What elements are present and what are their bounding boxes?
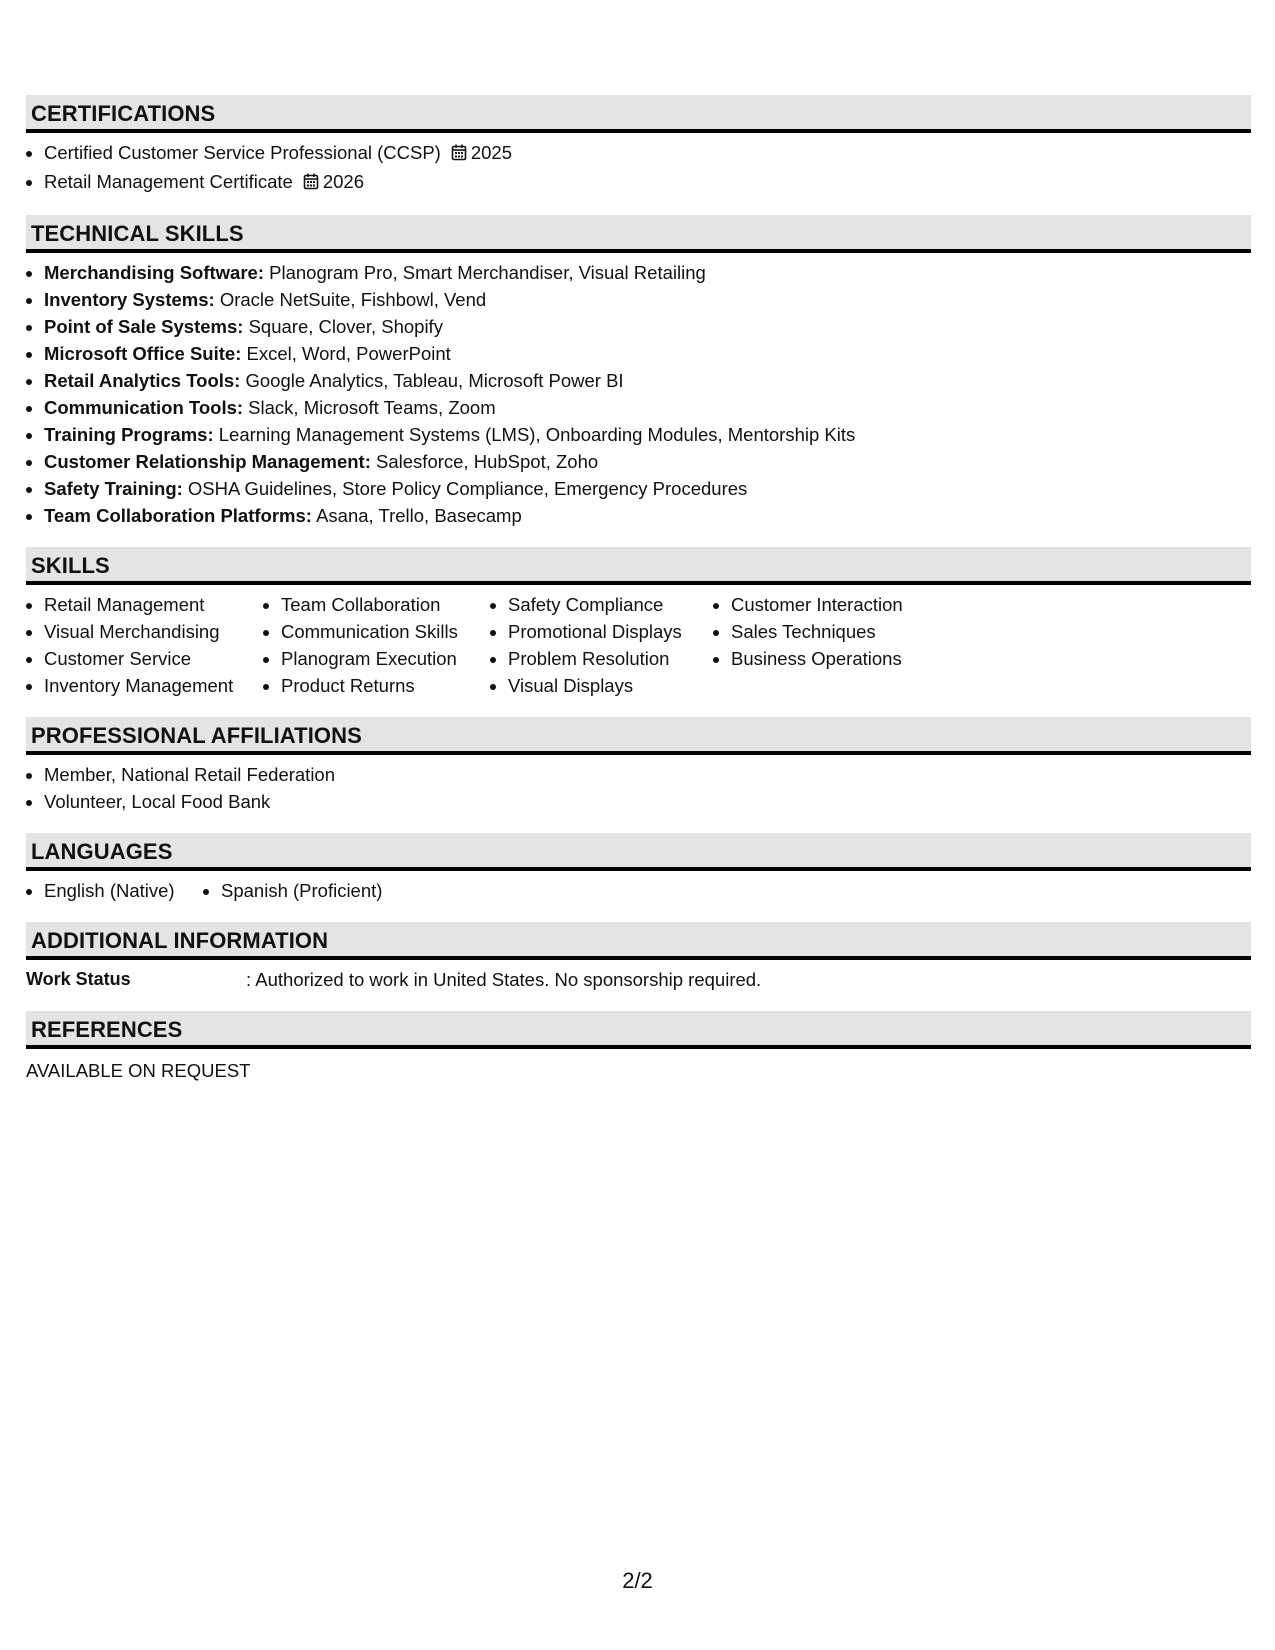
calendar-icon [303,170,319,197]
technical-skills-list [26,259,1251,529]
list-item: • Sales Techniques [731,618,951,645]
skill-category: Training Programs: [44,424,214,445]
languages-list [26,877,1251,904]
list-item [44,502,1251,529]
skill-category: Point of Sale Systems: [44,316,244,337]
skills-column [490,591,713,699]
languages-section [26,833,1251,904]
page-number: 2/2 [622,1568,653,1593]
language-column [26,877,203,904]
skill-tools: Planogram Pro, Smart Merchandiser, Visual Retailing [263,262,706,283]
skill-tools: Google Analytics, Tableau, Microsoft Power BI [240,370,624,391]
certifications-list [26,139,1251,197]
skill-category: Retail Analytics Tools: [44,370,241,391]
skill-tools: Square, Clover, Shopify [243,316,443,337]
certification-year: 2026 [322,171,364,192]
skill-tools: Slack, Microsoft Teams, Zoom [243,397,496,418]
list-item [44,313,1251,340]
list-item [44,394,1251,421]
skill-tools: Asana, Trello, Basecamp [311,505,522,526]
affiliations-heading: PROFESSIONAL AFFILIATIONS [26,717,1251,755]
skills-section [26,547,1251,699]
skill-category: Communication Tools: [44,397,244,418]
list-item: • Volunteer, Local Food Bank [44,788,1251,815]
list-item: • Retail Management [44,591,263,618]
certification-name: Retail Management Certificate [44,171,293,192]
list-item [44,475,1251,502]
certifications-heading: CERTIFICATIONS [26,95,1251,133]
additional-info-heading: ADDITIONAL INFORMATION [26,922,1251,960]
skill-tools: Salesforce, HubSpot, Zoho [370,451,599,472]
list-item: • Business Operations [731,645,951,672]
skills-heading: SKILLS [26,547,1251,585]
additional-info-section [26,922,1251,993]
list-item: • Spanish (Proficient) [221,877,382,904]
language-column [203,877,382,904]
list-item: • Team Collaboration [281,591,490,618]
list-item: • Communication Skills [281,618,490,645]
work-status-value: : Authorized to work in United States. No sponsorship required. [246,969,762,990]
list-item: • Promotional Displays [508,618,713,645]
list-item: • Problem Resolution [508,645,713,672]
list-item: • Customer Service [44,645,263,672]
resume-page [26,95,1251,1102]
languages-heading: LANGUAGES [26,833,1251,871]
technical-skills-heading: TECHNICAL SKILLS [26,215,1251,253]
list-item: • Safety Compliance [508,591,713,618]
references-text: AVAILABLE ON REQUEST [26,1060,251,1081]
affiliations-section [26,717,1251,815]
references-section [26,1011,1251,1084]
list-item: • English (Native) [44,877,203,904]
list-item [44,168,1251,197]
list-item [44,421,1251,448]
certification-name: Certified Customer Service Professional (CCSP) [44,142,441,163]
skill-category: Team Collaboration Platforms: [44,505,312,526]
skill-category: Safety Training: [44,478,183,499]
certifications-section [26,95,1251,197]
list-item [44,340,1251,367]
skill-tools: Learning Management Systems (LMS), Onboarding Modules, Mentorship Kits [213,424,856,445]
technical-skills-section [26,215,1251,529]
list-item [44,367,1251,394]
list-item [44,259,1251,286]
skill-category: Microsoft Office Suite: [44,343,242,364]
skill-category: Merchandising Software: [44,262,264,283]
skills-column [26,591,263,699]
skill-tools: OSHA Guidelines, Store Policy Compliance, Emergency Procedures [182,478,748,499]
skill-tools: Oracle NetSuite, Fishbowl, Vend [214,289,487,310]
list-item: • Product Returns [281,672,490,699]
skill-tools: Excel, Word, PowerPoint [241,343,451,364]
skills-grid [26,591,1251,699]
skill-category: Customer Relationship Management: [44,451,371,472]
list-item: • Customer Interaction [731,591,951,618]
work-status-label: Work Status [26,969,131,989]
certification-year: 2025 [470,142,513,163]
list-item [44,286,1251,313]
list-item [44,448,1251,475]
work-status-row [26,966,1251,993]
list-item: • Visual Merchandising [44,618,263,645]
skill-category: Inventory Systems: [44,289,215,310]
skills-column [263,591,490,699]
list-item: • Planogram Execution [281,645,490,672]
skills-column [713,591,951,699]
affiliations-list [26,761,1251,815]
list-item [44,139,1251,168]
list-item: • Member, National Retail Federation [44,761,1251,788]
list-item: • Visual Displays [508,672,713,699]
references-heading: REFERENCES [26,1011,1251,1049]
calendar-icon [451,141,467,168]
list-item: • Inventory Management [44,672,263,699]
